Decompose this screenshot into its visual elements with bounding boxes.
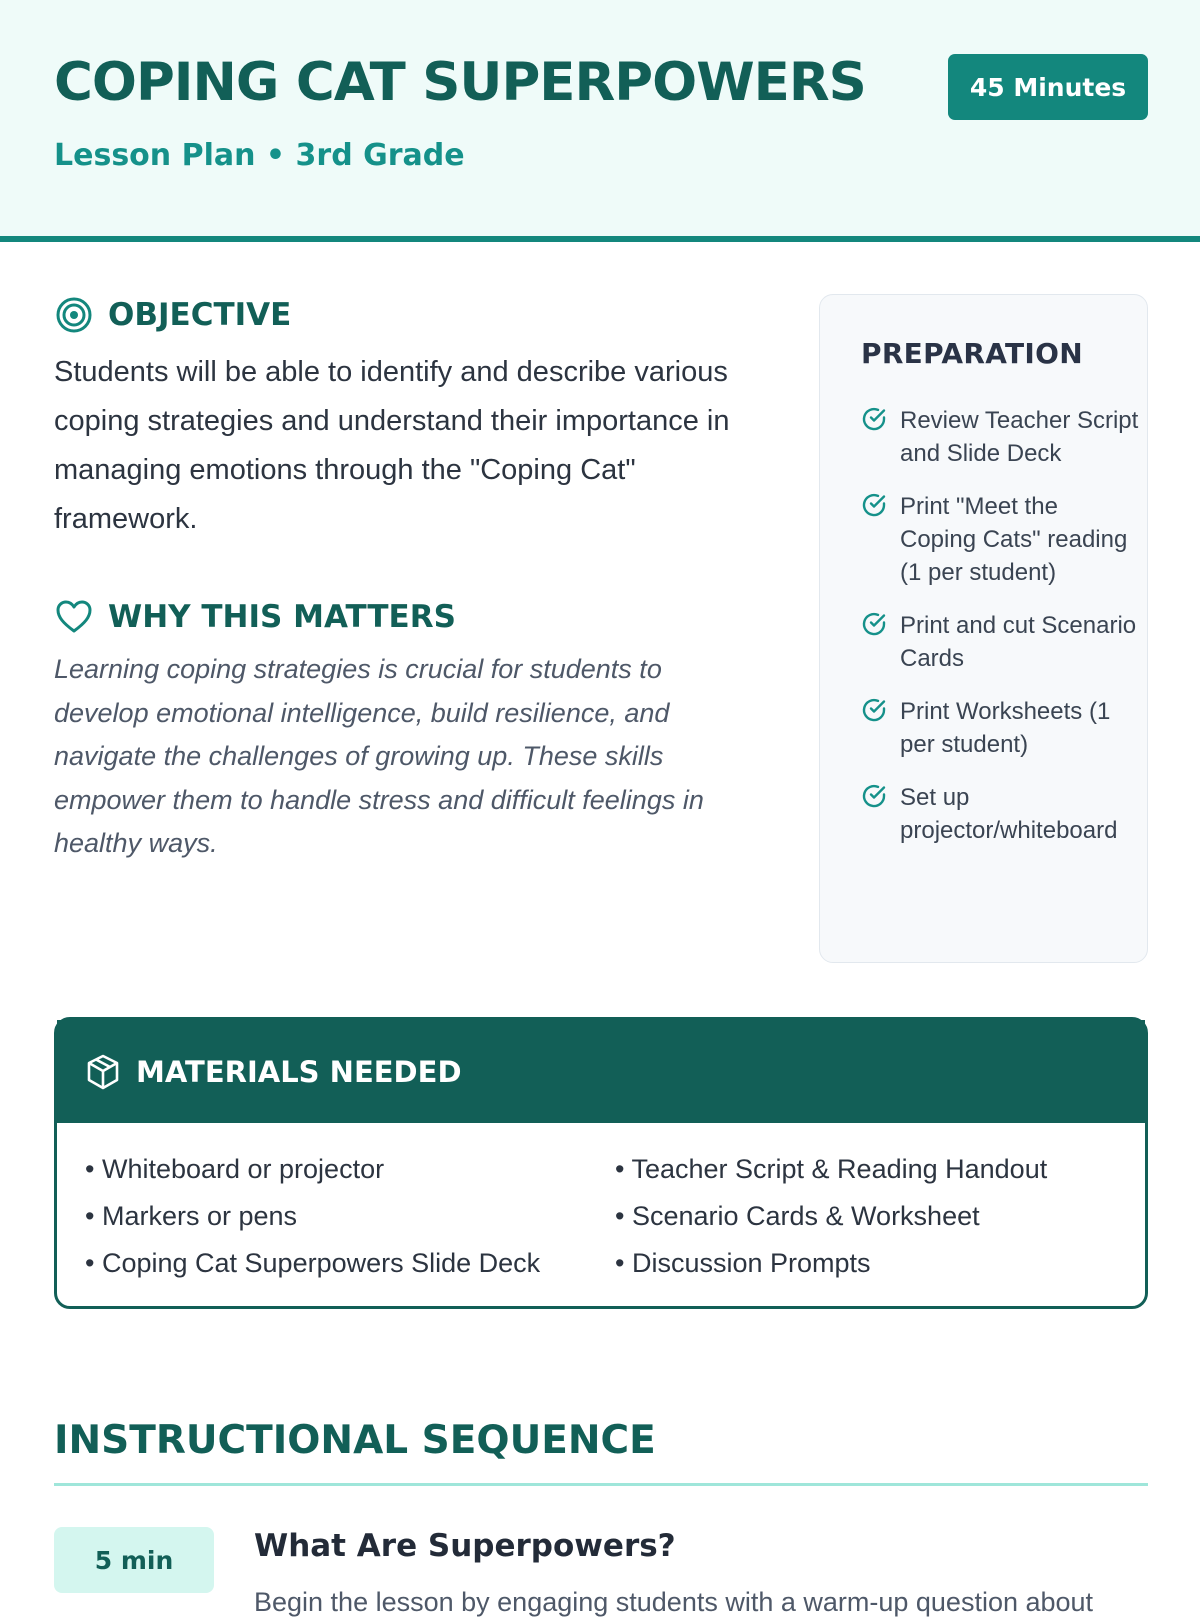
objective-text: Students will be able to identify and describe various coping strategies and understand their importance in managing emotions through the "Coping Cat" framework.: [54, 356, 730, 535]
target-icon: [54, 295, 94, 335]
material-item: • Whiteboard or projector: [85, 1154, 385, 1184]
why-text: Learning coping strategies is crucial for students to develop emotional intelligence, build resilience, and navigate the challenges of growing up. These skills empower them to handle stress and difficult feelings in healthy ways.: [54, 654, 704, 858]
check-circle-icon: [861, 783, 887, 809]
page-subtitle: Lesson Plan • 3rd Grade: [54, 138, 465, 173]
preparation-item: Print "Meet the Coping Cats" reading (1 per student): [900, 493, 1128, 586]
heart-icon: [54, 597, 94, 637]
box-icon: [84, 1053, 122, 1091]
divider: [54, 1483, 1148, 1486]
check-circle-icon: [861, 406, 887, 432]
preparation-heading: PREPARATION: [861, 337, 1083, 370]
objective-heading: OBJECTIVE: [108, 297, 292, 333]
list-item: [861, 490, 1147, 589]
preparation-item: Set up projector/whiteboard: [900, 784, 1118, 844]
materials-list: [85, 1146, 1125, 1287]
materials-card: [54, 1017, 1148, 1309]
left-column: [54, 290, 754, 866]
why-header: [54, 592, 754, 642]
check-circle-icon: [861, 492, 887, 518]
step-description: Begin the lesson by engaging students with a warm-up question about: [254, 1587, 1094, 1617]
material-item: • Coping Cat Superpowers Slide Deck: [85, 1248, 541, 1278]
preparation-item: Review Teacher Script and Slide Deck: [900, 407, 1139, 467]
materials-header: [57, 1020, 1145, 1123]
check-circle-icon: [861, 611, 887, 637]
sequence-heading: INSTRUCTIONAL SEQUENCE: [54, 1418, 656, 1463]
list-item: [861, 781, 1147, 847]
preparation-card: [819, 294, 1148, 963]
materials-heading: MATERIALS NEEDED: [136, 1054, 462, 1089]
list-item: [861, 404, 1147, 470]
page-title: COPING CAT SUPERPOWERS: [54, 52, 866, 113]
check-circle-icon: [861, 697, 887, 723]
preparation-item: Print and cut Scenario Cards: [900, 612, 1137, 672]
material-item: • Teacher Script & Reading Handout: [615, 1154, 1048, 1184]
lesson-header: [0, 0, 1200, 242]
material-item: • Discussion Prompts: [615, 1248, 871, 1278]
preparation-list: [861, 404, 1147, 847]
step-title: What Are Superpowers?: [254, 1528, 676, 1564]
list-item: [861, 695, 1147, 761]
material-item: • Markers or pens: [85, 1201, 298, 1231]
step-time-badge: 5 min: [54, 1527, 214, 1593]
objective-header: [54, 290, 754, 340]
list-item: [861, 609, 1147, 675]
duration-badge: 45 Minutes: [948, 54, 1148, 120]
why-heading: WHY THIS MATTERS: [108, 599, 456, 635]
preparation-item: Print Worksheets (1 per student): [900, 698, 1111, 758]
material-item: • Scenario Cards & Worksheet: [615, 1201, 980, 1231]
